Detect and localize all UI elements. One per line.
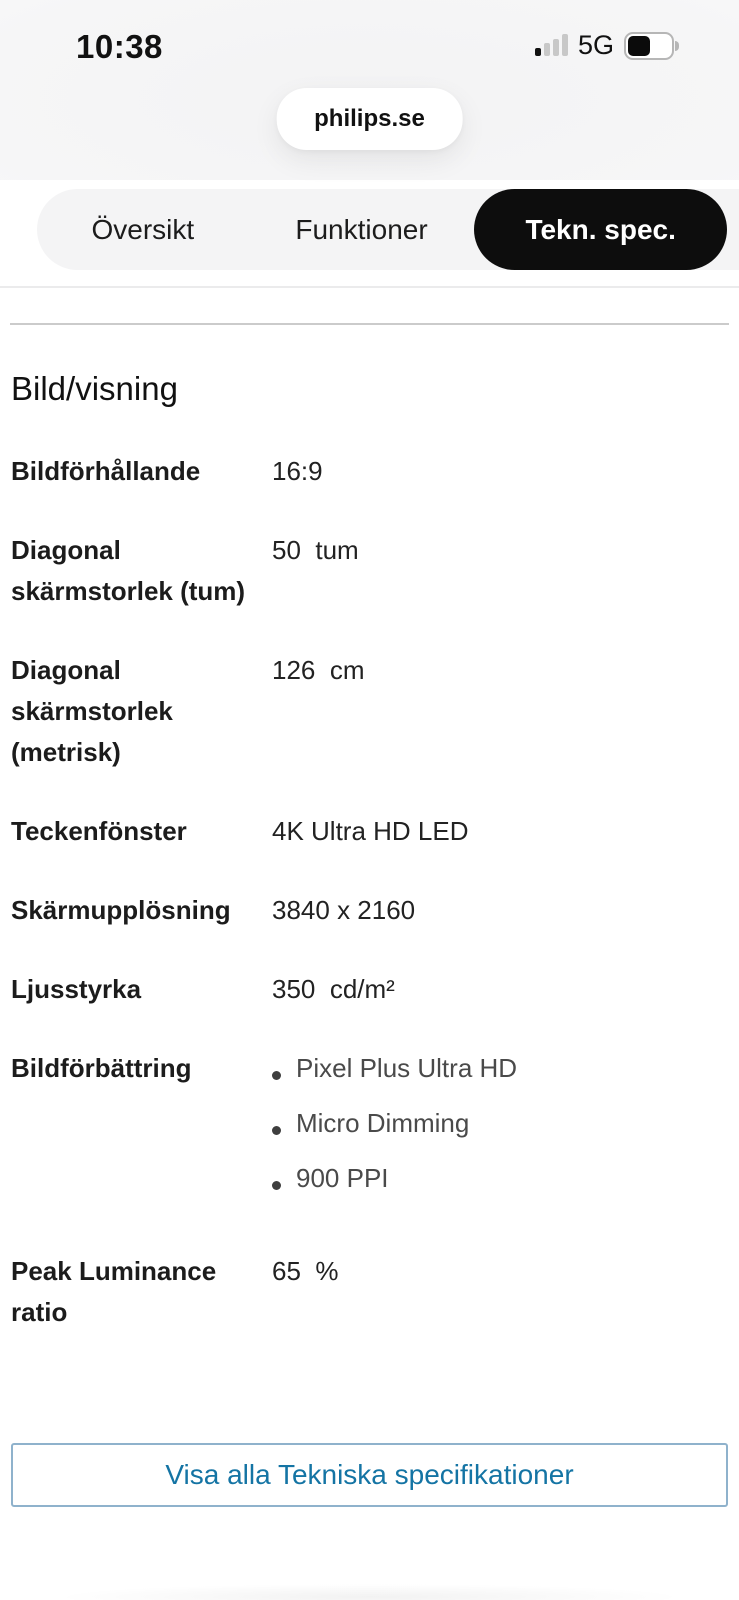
tab-funktioner[interactable]: Funktioner bbox=[249, 189, 475, 270]
spec-row-bildforhallande bbox=[11, 451, 728, 492]
spec-row-teckenfonster bbox=[11, 811, 728, 852]
spec-label: Bildförhållande bbox=[11, 456, 201, 486]
spec-label: Teckenfönster bbox=[11, 816, 187, 846]
tab-tekn-spec[interactable]: Tekn. spec. bbox=[474, 189, 727, 270]
battery-icon bbox=[624, 32, 682, 60]
spec-label: Peak Luminance ratio bbox=[11, 1256, 217, 1327]
spec-row-peak-luminance bbox=[11, 1251, 728, 1333]
list-item bbox=[272, 1103, 728, 1158]
spec-label: Ljusstyrka bbox=[11, 974, 142, 1004]
bullet-icon bbox=[272, 1071, 281, 1080]
status-bar bbox=[0, 0, 739, 72]
spec-row-diagonal-metrisk bbox=[11, 650, 728, 773]
clock: 10:38 bbox=[76, 28, 163, 65]
section-tab-bar bbox=[0, 180, 739, 286]
spec-value: 3840 x 2160 bbox=[272, 895, 416, 925]
show-all-specs-button[interactable]: Visa alla Tekniska specifikationer bbox=[11, 1443, 728, 1507]
url-text: philips.se bbox=[314, 105, 425, 132]
spec-row-skarmupplosning bbox=[11, 890, 728, 931]
spec-row-diagonal-tum bbox=[11, 530, 728, 612]
spec-value: 4K Ultra HD LED bbox=[272, 816, 469, 846]
address-bar[interactable] bbox=[276, 88, 463, 150]
list-item bbox=[272, 1048, 728, 1103]
status-icons bbox=[535, 30, 682, 61]
bullet-text: 900 PPI bbox=[296, 1163, 389, 1193]
spec-row-ljusstyrka bbox=[11, 969, 728, 1010]
spec-value: 65 % bbox=[272, 1256, 339, 1286]
specs-section bbox=[0, 369, 739, 1507]
bottom-toolbar-shadow bbox=[55, 1584, 684, 1600]
spec-value: 50 tum bbox=[272, 535, 359, 565]
spec-label: Skärmupplösning bbox=[11, 895, 231, 925]
network-type-label: 5G bbox=[577, 30, 614, 60]
bullet-icon bbox=[272, 1126, 281, 1135]
spec-value-list bbox=[272, 1048, 728, 1213]
spec-label: Diagonal skärmstorlek (tum) bbox=[11, 535, 246, 606]
header-divider bbox=[0, 286, 739, 288]
bullet-text: Micro Dimming bbox=[296, 1108, 470, 1138]
bullet-text: Pixel Plus Ultra HD bbox=[296, 1053, 518, 1083]
cellular-signal-icon bbox=[535, 35, 568, 57]
spec-label: Diagonal skärmstorlek (metrisk) bbox=[11, 655, 173, 767]
content-top-divider bbox=[10, 323, 729, 325]
bullet-icon bbox=[272, 1181, 281, 1190]
spec-label: Bildförbättring bbox=[11, 1053, 192, 1083]
section-title: Bild/visning bbox=[11, 370, 178, 407]
spec-row-bildforbattring bbox=[11, 1048, 728, 1213]
browser-header bbox=[0, 0, 739, 180]
list-item bbox=[272, 1158, 728, 1213]
tabs-container bbox=[37, 189, 739, 270]
spec-value: 350 cd/m² bbox=[272, 974, 395, 1004]
tab-oversikt[interactable]: Översikt bbox=[37, 189, 249, 270]
spec-value: 126 cm bbox=[272, 655, 365, 685]
spec-value: 16:9 bbox=[272, 456, 323, 486]
